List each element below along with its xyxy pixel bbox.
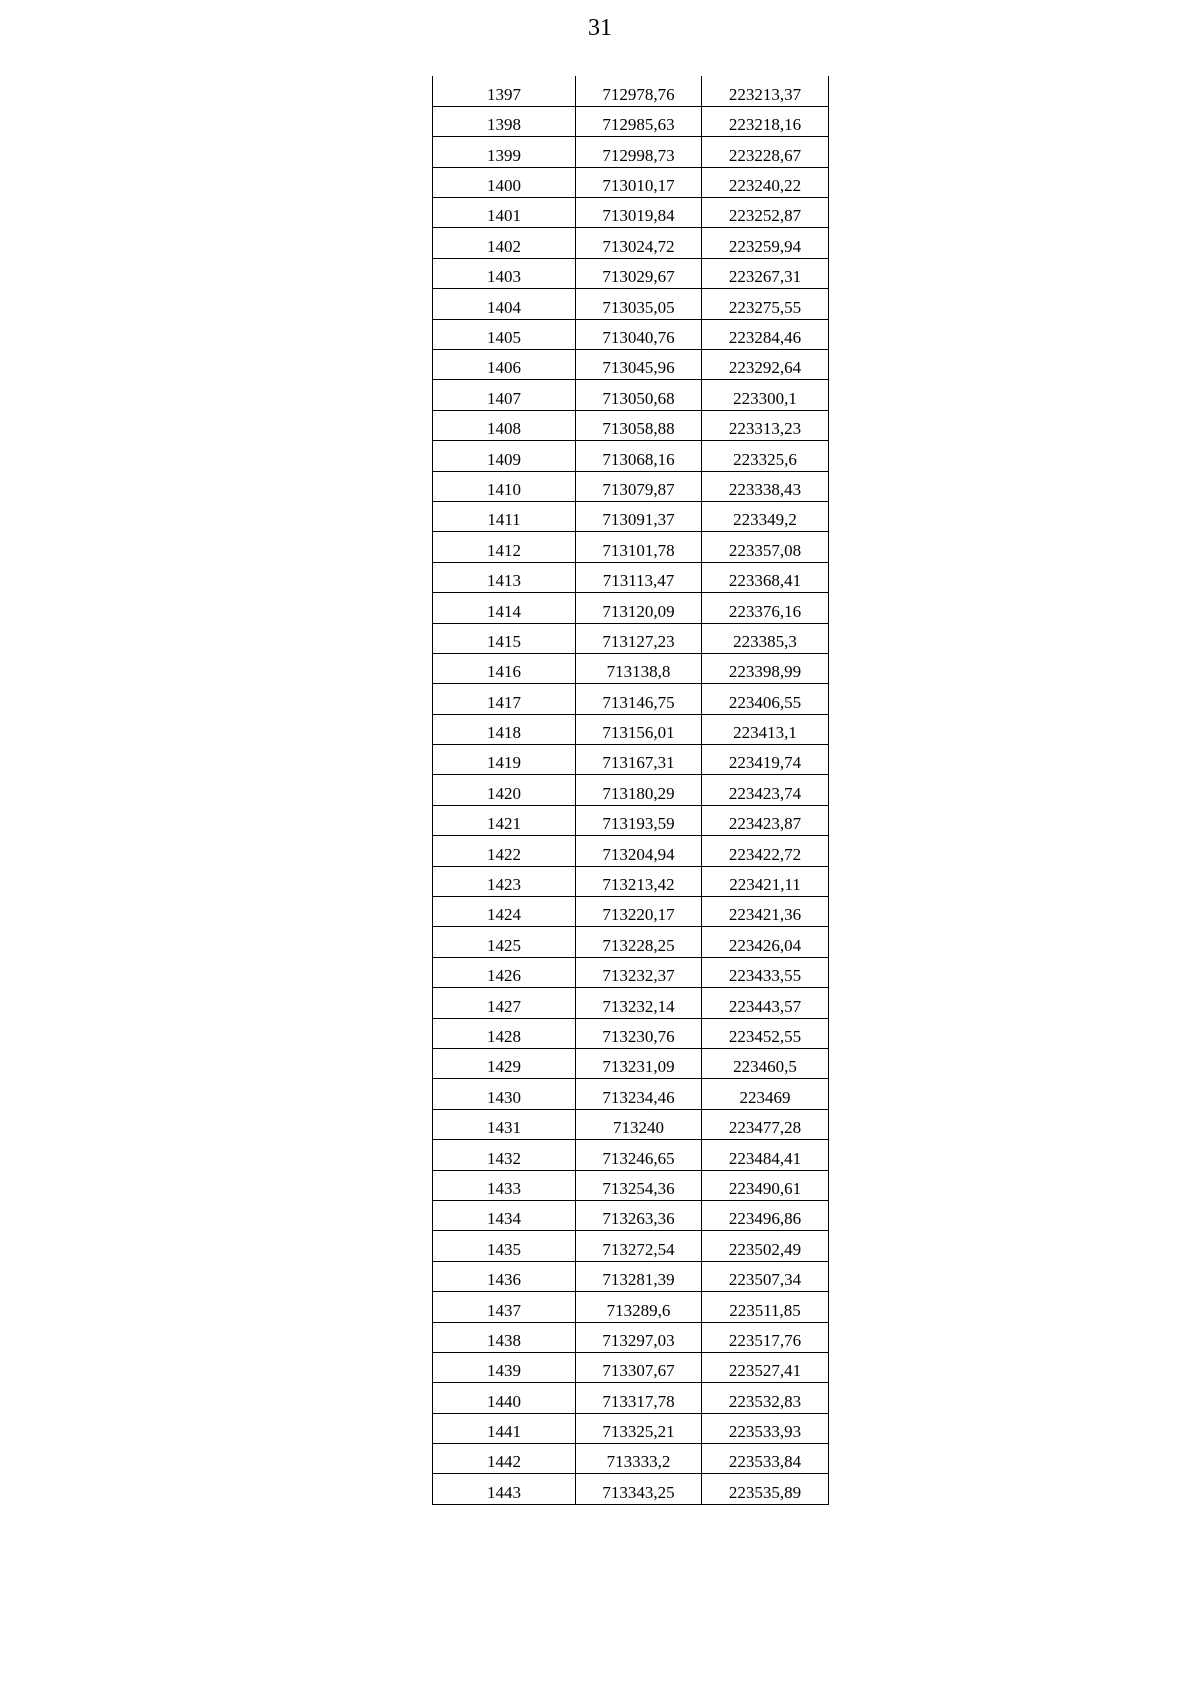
x-coordinate-cell: 713307,67	[576, 1352, 702, 1382]
y-coordinate-cell: 223484,41	[702, 1140, 829, 1170]
point-number-cell: 1430	[433, 1079, 576, 1109]
point-number-cell: 1401	[433, 198, 576, 228]
x-coordinate-cell: 713230,76	[576, 1018, 702, 1048]
y-coordinate-cell: 223460,5	[702, 1049, 829, 1079]
table-row	[433, 1018, 829, 1048]
table-row	[433, 1383, 829, 1413]
x-coordinate-cell: 713035,05	[576, 289, 702, 319]
point-number-cell: 1443	[433, 1474, 576, 1504]
x-coordinate-cell: 713156,01	[576, 714, 702, 744]
y-coordinate-cell: 223419,74	[702, 745, 829, 775]
point-number-cell: 1431	[433, 1109, 576, 1139]
table-row	[433, 380, 829, 410]
y-coordinate-cell: 223507,34	[702, 1261, 829, 1291]
x-coordinate-cell: 713289,6	[576, 1292, 702, 1322]
point-number-cell: 1403	[433, 258, 576, 288]
point-number-cell: 1420	[433, 775, 576, 805]
y-coordinate-cell: 223423,74	[702, 775, 829, 805]
table-row	[433, 775, 829, 805]
x-coordinate-cell: 712978,76	[576, 76, 702, 106]
y-coordinate-cell: 223240,22	[702, 167, 829, 197]
table-row	[433, 106, 829, 136]
table-row	[433, 1170, 829, 1200]
table-row	[433, 532, 829, 562]
point-number-cell: 1435	[433, 1231, 576, 1261]
table-row	[433, 897, 829, 927]
table-row	[433, 410, 829, 440]
y-coordinate-cell: 223349,2	[702, 501, 829, 531]
table-row	[433, 593, 829, 623]
table-body	[433, 76, 829, 1504]
point-number-cell: 1406	[433, 350, 576, 380]
y-coordinate-cell: 223325,6	[702, 441, 829, 471]
y-coordinate-cell: 223338,43	[702, 471, 829, 501]
table-row	[433, 745, 829, 775]
x-coordinate-cell: 713231,09	[576, 1049, 702, 1079]
point-number-cell: 1409	[433, 441, 576, 471]
x-coordinate-cell: 713232,37	[576, 957, 702, 987]
table-row	[433, 137, 829, 167]
x-coordinate-cell: 713029,67	[576, 258, 702, 288]
y-coordinate-cell: 223477,28	[702, 1109, 829, 1139]
coordinates-table	[432, 76, 829, 1505]
x-coordinate-cell: 713101,78	[576, 532, 702, 562]
point-number-cell: 1398	[433, 106, 576, 136]
x-coordinate-cell: 713127,23	[576, 623, 702, 653]
table-row	[433, 258, 829, 288]
x-coordinate-cell: 713120,09	[576, 593, 702, 623]
point-number-cell: 1407	[433, 380, 576, 410]
point-number-cell: 1440	[433, 1383, 576, 1413]
point-number-cell: 1441	[433, 1413, 576, 1443]
x-coordinate-cell: 713240	[576, 1109, 702, 1139]
point-number-cell: 1437	[433, 1292, 576, 1322]
y-coordinate-cell: 223398,99	[702, 653, 829, 683]
x-coordinate-cell: 713333,2	[576, 1444, 702, 1474]
y-coordinate-cell: 223213,37	[702, 76, 829, 106]
table-row	[433, 289, 829, 319]
y-coordinate-cell: 223259,94	[702, 228, 829, 258]
table-row	[433, 1200, 829, 1230]
table-row	[433, 1109, 829, 1139]
table-row	[433, 623, 829, 653]
y-coordinate-cell: 223443,57	[702, 988, 829, 1018]
x-coordinate-cell: 712998,73	[576, 137, 702, 167]
y-coordinate-cell: 223218,16	[702, 106, 829, 136]
point-number-cell: 1427	[433, 988, 576, 1018]
y-coordinate-cell: 223292,64	[702, 350, 829, 380]
table-row	[433, 319, 829, 349]
table-row	[433, 1352, 829, 1382]
y-coordinate-cell: 223517,76	[702, 1322, 829, 1352]
point-number-cell: 1429	[433, 1049, 576, 1079]
point-number-cell: 1405	[433, 319, 576, 349]
table-row	[433, 927, 829, 957]
y-coordinate-cell: 223423,87	[702, 805, 829, 835]
x-coordinate-cell: 713058,88	[576, 410, 702, 440]
y-coordinate-cell: 223228,67	[702, 137, 829, 167]
table-row	[433, 836, 829, 866]
y-coordinate-cell: 223433,55	[702, 957, 829, 987]
table-row	[433, 1049, 829, 1079]
table-row	[433, 805, 829, 835]
x-coordinate-cell: 713079,87	[576, 471, 702, 501]
y-coordinate-cell: 223533,93	[702, 1413, 829, 1443]
point-number-cell: 1399	[433, 137, 576, 167]
table-row	[433, 350, 829, 380]
x-coordinate-cell: 713068,16	[576, 441, 702, 471]
table-row	[433, 1079, 829, 1109]
y-coordinate-cell: 223413,1	[702, 714, 829, 744]
y-coordinate-cell: 223275,55	[702, 289, 829, 319]
y-coordinate-cell: 223502,49	[702, 1231, 829, 1261]
x-coordinate-cell: 713024,72	[576, 228, 702, 258]
page-number: 31	[588, 15, 612, 41]
y-coordinate-cell: 223252,87	[702, 198, 829, 228]
point-number-cell: 1436	[433, 1261, 576, 1291]
y-coordinate-cell: 223313,23	[702, 410, 829, 440]
x-coordinate-cell: 713204,94	[576, 836, 702, 866]
y-coordinate-cell: 223426,04	[702, 927, 829, 957]
table-row	[433, 988, 829, 1018]
table-row	[433, 562, 829, 592]
x-coordinate-cell: 713325,21	[576, 1413, 702, 1443]
y-coordinate-cell: 223406,55	[702, 684, 829, 714]
point-number-cell: 1415	[433, 623, 576, 653]
y-coordinate-cell: 223535,89	[702, 1474, 829, 1504]
y-coordinate-cell: 223300,1	[702, 380, 829, 410]
x-coordinate-cell: 713040,76	[576, 319, 702, 349]
x-coordinate-cell: 713281,39	[576, 1261, 702, 1291]
table-row	[433, 1474, 829, 1504]
point-number-cell: 1410	[433, 471, 576, 501]
x-coordinate-cell: 713317,78	[576, 1383, 702, 1413]
table-row	[433, 501, 829, 531]
y-coordinate-cell: 223357,08	[702, 532, 829, 562]
point-number-cell: 1408	[433, 410, 576, 440]
table-row	[433, 228, 829, 258]
point-number-cell: 1414	[433, 593, 576, 623]
x-coordinate-cell: 713167,31	[576, 745, 702, 775]
y-coordinate-cell: 223421,11	[702, 866, 829, 896]
point-number-cell: 1417	[433, 684, 576, 714]
table-row	[433, 1140, 829, 1170]
table-row	[433, 167, 829, 197]
x-coordinate-cell: 713297,03	[576, 1322, 702, 1352]
y-coordinate-cell: 223533,84	[702, 1444, 829, 1474]
y-coordinate-cell: 223284,46	[702, 319, 829, 349]
table-row	[433, 1292, 829, 1322]
x-coordinate-cell: 713263,36	[576, 1200, 702, 1230]
point-number-cell: 1411	[433, 501, 576, 531]
table-row	[433, 1231, 829, 1261]
point-number-cell: 1439	[433, 1352, 576, 1382]
y-coordinate-cell: 223511,85	[702, 1292, 829, 1322]
y-coordinate-cell: 223376,16	[702, 593, 829, 623]
point-number-cell: 1402	[433, 228, 576, 258]
x-coordinate-cell: 713232,14	[576, 988, 702, 1018]
table-row	[433, 1413, 829, 1443]
y-coordinate-cell: 223385,3	[702, 623, 829, 653]
x-coordinate-cell: 713138,8	[576, 653, 702, 683]
y-coordinate-cell: 223421,36	[702, 897, 829, 927]
point-number-cell: 1413	[433, 562, 576, 592]
point-number-cell: 1432	[433, 1140, 576, 1170]
point-number-cell: 1421	[433, 805, 576, 835]
table-row	[433, 1322, 829, 1352]
x-coordinate-cell: 713050,68	[576, 380, 702, 410]
point-number-cell: 1425	[433, 927, 576, 957]
point-number-cell: 1422	[433, 836, 576, 866]
point-number-cell: 1418	[433, 714, 576, 744]
y-coordinate-cell: 223490,61	[702, 1170, 829, 1200]
y-coordinate-cell: 223469	[702, 1079, 829, 1109]
y-coordinate-cell: 223527,41	[702, 1352, 829, 1382]
x-coordinate-cell: 713213,42	[576, 866, 702, 896]
point-number-cell: 1412	[433, 532, 576, 562]
table-row	[433, 441, 829, 471]
x-coordinate-cell: 713045,96	[576, 350, 702, 380]
table-row	[433, 198, 829, 228]
point-number-cell: 1442	[433, 1444, 576, 1474]
x-coordinate-cell: 713113,47	[576, 562, 702, 592]
x-coordinate-cell: 713193,59	[576, 805, 702, 835]
table-row	[433, 471, 829, 501]
point-number-cell: 1400	[433, 167, 576, 197]
y-coordinate-cell: 223532,83	[702, 1383, 829, 1413]
point-number-cell: 1424	[433, 897, 576, 927]
table-row	[433, 866, 829, 896]
x-coordinate-cell: 712985,63	[576, 106, 702, 136]
point-number-cell: 1416	[433, 653, 576, 683]
x-coordinate-cell: 713220,17	[576, 897, 702, 927]
point-number-cell: 1434	[433, 1200, 576, 1230]
table-row	[433, 957, 829, 987]
y-coordinate-cell: 223496,86	[702, 1200, 829, 1230]
point-number-cell: 1433	[433, 1170, 576, 1200]
x-coordinate-cell: 713019,84	[576, 198, 702, 228]
x-coordinate-cell: 713272,54	[576, 1231, 702, 1261]
x-coordinate-cell: 713146,75	[576, 684, 702, 714]
x-coordinate-cell: 713343,25	[576, 1474, 702, 1504]
point-number-cell: 1419	[433, 745, 576, 775]
table-row	[433, 684, 829, 714]
table-row	[433, 714, 829, 744]
x-coordinate-cell: 713254,36	[576, 1170, 702, 1200]
x-coordinate-cell: 713010,17	[576, 167, 702, 197]
x-coordinate-cell: 713091,37	[576, 501, 702, 531]
y-coordinate-cell: 223422,72	[702, 836, 829, 866]
y-coordinate-cell: 223452,55	[702, 1018, 829, 1048]
point-number-cell: 1438	[433, 1322, 576, 1352]
x-coordinate-cell: 713234,46	[576, 1079, 702, 1109]
table-row	[433, 76, 829, 106]
y-coordinate-cell: 223267,31	[702, 258, 829, 288]
x-coordinate-cell: 713246,65	[576, 1140, 702, 1170]
table-row	[433, 1444, 829, 1474]
table-row	[433, 1261, 829, 1291]
x-coordinate-cell: 713228,25	[576, 927, 702, 957]
y-coordinate-cell: 223368,41	[702, 562, 829, 592]
point-number-cell: 1423	[433, 866, 576, 896]
table-row	[433, 653, 829, 683]
point-number-cell: 1426	[433, 957, 576, 987]
point-number-cell: 1404	[433, 289, 576, 319]
point-number-cell: 1428	[433, 1018, 576, 1048]
x-coordinate-cell: 713180,29	[576, 775, 702, 805]
point-number-cell: 1397	[433, 76, 576, 106]
